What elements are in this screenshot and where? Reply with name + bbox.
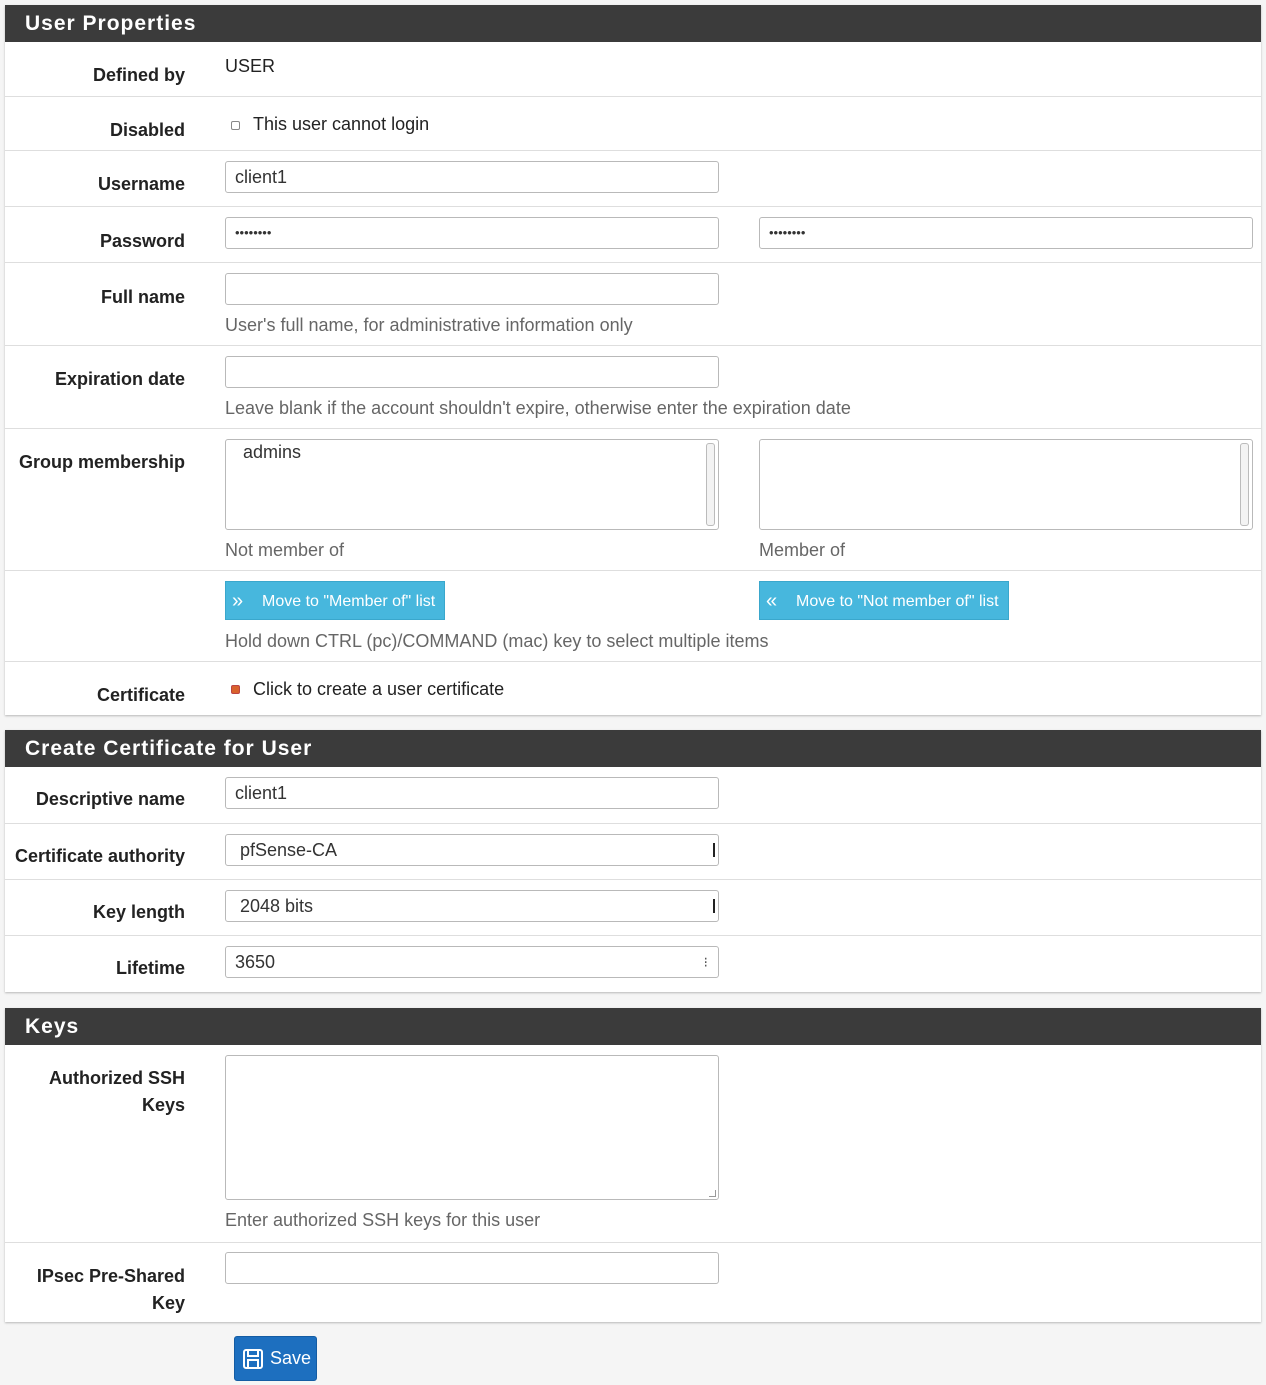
- descriptive-name-row: [5, 767, 1261, 823]
- certificate-row: [5, 661, 1261, 715]
- certificate-checkbox[interactable]: [231, 685, 240, 694]
- ipsec-psk-row: [5, 1242, 1261, 1322]
- group-membership-row: [5, 428, 1261, 570]
- resize-handle-icon[interactable]: [709, 1190, 716, 1197]
- lifetime-label: Lifetime: [115, 958, 185, 978]
- certificate-authority-select[interactable]: [225, 834, 719, 866]
- floppy-disk-icon: [242, 1348, 264, 1375]
- certificate-checkbox-label: Click to create a user certificate: [253, 679, 505, 699]
- authorized-ssh-keys-label-line2: Keys: [141, 1095, 185, 1115]
- full-name-input[interactable]: [225, 273, 719, 305]
- username-label: Username: [97, 174, 185, 194]
- select-caret-icon: [713, 843, 715, 857]
- lifetime-value: 3650: [235, 952, 276, 972]
- authorized-ssh-keys-textarea[interactable]: [225, 1055, 719, 1200]
- expiration-date-help: Leave blank if the account shouldn't expire, otherwise enter the expiration date: [225, 398, 851, 418]
- group-option[interactable]: admins: [243, 442, 302, 462]
- move-to-member-button[interactable]: [225, 581, 445, 620]
- move-to-not-member-button[interactable]: [759, 581, 1009, 620]
- not-member-caption: Not member of: [225, 540, 345, 560]
- group-membership-label: Group membership: [18, 452, 185, 472]
- key-length-row: [5, 879, 1261, 935]
- password-input[interactable]: ••••••••: [225, 217, 719, 249]
- not-member-listbox[interactable]: [225, 439, 719, 530]
- password-label: Password: [99, 231, 185, 251]
- keys-title: Keys: [5, 1008, 1261, 1045]
- lifetime-row: [5, 935, 1261, 992]
- certificate-authority-row: [5, 823, 1261, 879]
- key-length-value: 2048 bits: [240, 896, 314, 916]
- select-caret-icon: [713, 899, 715, 913]
- double-chevron-right-icon: »: [232, 590, 244, 612]
- save-button[interactable]: [234, 1336, 317, 1381]
- key-length-select[interactable]: [225, 890, 719, 922]
- authorized-ssh-keys-help: Enter authorized SSH keys for this user: [225, 1210, 541, 1230]
- descriptive-name-label: Descriptive name: [35, 789, 185, 809]
- create-certificate-title: Create Certificate for User: [5, 730, 1261, 767]
- member-scrollbar[interactable]: [1240, 443, 1249, 526]
- member-listbox[interactable]: [759, 439, 1253, 530]
- username-input[interactable]: client1: [225, 161, 719, 193]
- save-label: Save: [270, 1348, 312, 1368]
- certificate-authority-value: pfSense-CA: [240, 840, 338, 860]
- move-help: Hold down CTRL (pc)/COMMAND (mac) key to select multiple items: [225, 631, 769, 651]
- descriptive-name-input[interactable]: client1: [225, 777, 719, 809]
- full-name-label: Full name: [100, 287, 185, 307]
- keys-panel: [5, 1008, 1261, 1322]
- ipsec-psk-input[interactable]: [225, 1252, 719, 1284]
- password-confirm-input[interactable]: ••••••••: [759, 217, 1253, 249]
- disabled-checkbox[interactable]: [231, 121, 240, 130]
- username-row: [5, 150, 1261, 206]
- disabled-label: Disabled: [109, 120, 185, 140]
- defined-by-value: USER: [225, 56, 276, 76]
- password-row: [5, 206, 1261, 262]
- ipsec-psk-label-line2: Key: [151, 1293, 185, 1313]
- ipsec-psk-label: [5, 1263, 185, 1317]
- defined-by-row: [5, 42, 1261, 96]
- certificate-label: Certificate: [96, 685, 185, 705]
- authorized-ssh-keys-label-line1: Authorized SSH: [48, 1068, 185, 1088]
- disabled-row: [5, 96, 1261, 150]
- full-name-help: User's full name, for administrative information only: [225, 315, 633, 335]
- member-caption: Member of: [759, 540, 846, 560]
- authorized-ssh-keys-label: [5, 1065, 185, 1119]
- move-buttons-row: [5, 570, 1261, 661]
- spinner-icon[interactable]: ⁝: [703, 954, 708, 970]
- not-member-scrollbar[interactable]: [706, 443, 715, 526]
- authorized-ssh-keys-row: [5, 1045, 1261, 1242]
- expiration-date-label: Expiration date: [54, 369, 185, 389]
- disabled-checkbox-label: This user cannot login: [253, 114, 430, 134]
- full-name-row: [5, 262, 1261, 345]
- expiration-date-input[interactable]: [225, 356, 719, 388]
- user-properties-title: User Properties: [5, 5, 1261, 42]
- defined-by-label: Defined by: [92, 65, 185, 85]
- expiration-date-row: [5, 345, 1261, 428]
- certificate-authority-label: Certificate authority: [14, 846, 185, 866]
- ipsec-psk-label-line1: IPsec Pre-Shared: [36, 1266, 185, 1286]
- double-chevron-left-icon: «: [766, 590, 778, 612]
- move-to-not-member-label: Move to "Not member of" list: [796, 593, 999, 610]
- move-to-member-label: Move to "Member of" list: [262, 593, 436, 610]
- lifetime-input[interactable]: [225, 946, 719, 978]
- create-certificate-panel: [5, 730, 1261, 992]
- key-length-label: Key length: [92, 902, 185, 922]
- user-properties-panel: [5, 5, 1261, 715]
